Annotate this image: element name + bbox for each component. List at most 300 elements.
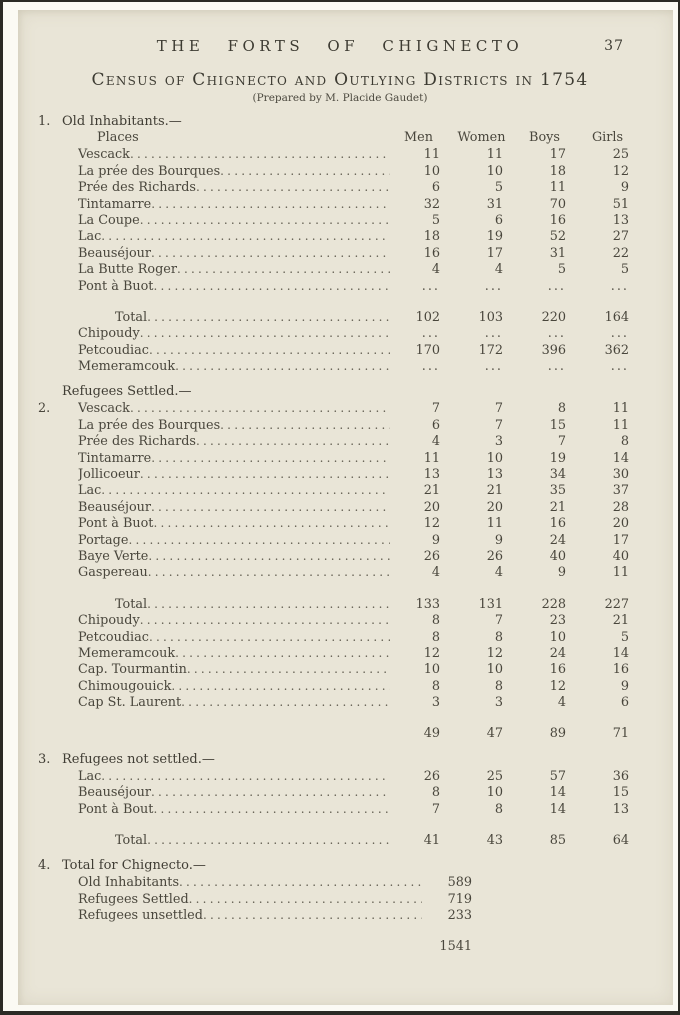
table-row	[38, 784, 642, 800]
place-name: Pont à Buot	[78, 516, 154, 532]
place-name: Memeramcouk	[78, 645, 176, 661]
value-cell: 9	[431, 532, 440, 548]
rule-cell	[390, 293, 453, 309]
place-name: Chimougouick	[78, 678, 172, 694]
place-cell	[78, 146, 390, 163]
rule-cell	[579, 580, 642, 596]
value-cell: 11	[486, 516, 503, 532]
value-cell: 15	[549, 417, 566, 433]
value-cell: 21	[549, 499, 566, 515]
leader-dots	[128, 532, 390, 549]
value-cell: 21	[423, 483, 440, 499]
value-cell: 37	[612, 483, 629, 499]
value-cell: 7	[494, 401, 503, 417]
value-cell: 9	[557, 565, 566, 581]
table-row	[38, 891, 642, 907]
value-cell: 9	[620, 678, 629, 694]
leader-dots	[140, 325, 390, 342]
census-section	[38, 383, 642, 741]
table-row	[38, 163, 642, 179]
leader-dots	[220, 417, 390, 434]
value-cell: 28	[612, 499, 629, 515]
section-heading-label: Refugees Settled.—	[62, 384, 192, 400]
place-name: Vescack	[78, 147, 130, 163]
scan-margin	[3, 2, 678, 1011]
column-header-row	[38, 130, 642, 146]
value-cell: 9	[620, 180, 629, 196]
page-subtitle: (Prepared by M. Placide Gaudet)	[252, 92, 428, 104]
value-cell: 10	[423, 163, 440, 179]
section-number: 1.	[38, 114, 51, 129]
place-name: Pont à Bout	[78, 801, 154, 817]
leader-dots	[151, 784, 390, 801]
place-cell	[78, 612, 390, 629]
section-number: 4.	[38, 858, 51, 874]
place-name: Memeramcouk	[78, 359, 176, 375]
place-cell	[78, 499, 390, 516]
rule-row	[38, 711, 642, 726]
value-cell: ...	[421, 278, 440, 294]
value-cell: 9	[494, 532, 503, 548]
table-row	[38, 196, 642, 212]
place-name: Lac	[78, 768, 102, 784]
table-row	[38, 228, 642, 244]
value-cell: 17	[549, 147, 566, 163]
value-cell: 8	[431, 629, 440, 645]
running-header-title: THE FORTS OF CHIGNECTO	[156, 37, 524, 55]
leader-dots	[196, 179, 390, 196]
value-cell: 5	[557, 262, 566, 278]
place-name: Lac	[78, 483, 102, 499]
value-cell: 8	[431, 785, 440, 801]
value-cell: 24	[549, 645, 566, 661]
value-cell: 3	[431, 695, 440, 711]
value-cell: ...	[484, 278, 503, 294]
section-number: 3.	[38, 751, 51, 767]
leader-dots	[149, 342, 390, 359]
section-heading	[38, 857, 642, 874]
value-cell: 14	[549, 801, 566, 817]
row-number: 2.	[38, 401, 51, 417]
page-content	[18, 10, 673, 955]
column-header: Girls	[591, 130, 624, 145]
value-cell: 43	[486, 833, 503, 849]
rule-cell	[516, 580, 579, 596]
rule-cell	[516, 293, 579, 309]
place-cell	[78, 309, 390, 326]
place-cell	[78, 261, 390, 278]
rule-cell	[516, 710, 579, 726]
value-cell: 8	[557, 401, 566, 417]
rule-cell	[453, 293, 516, 309]
table-row	[38, 482, 642, 498]
rule-cell	[453, 710, 516, 726]
leader-dots	[181, 694, 390, 711]
value-cell: 41	[423, 833, 440, 849]
value-cell: 20	[486, 499, 503, 515]
table-row	[38, 694, 642, 710]
rule-cell	[453, 816, 516, 832]
place-name: Chipoudy	[78, 326, 140, 342]
value-cell: 20	[612, 516, 629, 532]
value-cell: ...	[610, 326, 629, 342]
value-cell: 8	[494, 629, 503, 645]
value-cell: 362	[604, 342, 629, 358]
leader-dots	[101, 768, 390, 785]
leader-dots	[153, 801, 390, 818]
place-name: Petcoudiac	[78, 342, 149, 358]
book-page	[18, 10, 673, 1005]
place-cell	[78, 163, 390, 180]
value-cell: 13	[612, 801, 629, 817]
table-row	[38, 245, 642, 261]
place-name: Tintamarre	[78, 196, 152, 212]
value-cell: ...	[421, 359, 440, 375]
place-cell	[78, 768, 390, 785]
value-cell: 7	[494, 417, 503, 433]
place-cell	[78, 532, 390, 549]
table-row	[38, 629, 642, 645]
value-cell: ...	[610, 278, 629, 294]
table-row	[38, 548, 642, 564]
place-cell	[78, 450, 390, 467]
place-cell	[78, 228, 390, 245]
value-cell: 396	[541, 342, 566, 358]
value-cell: 16	[549, 212, 566, 228]
place-cell	[78, 832, 390, 849]
place-cell	[78, 907, 422, 924]
value-cell: 22	[612, 245, 629, 261]
rule-cell	[579, 293, 642, 309]
leader-dots	[140, 466, 390, 483]
rule-row	[38, 817, 642, 832]
rule-row	[38, 924, 642, 939]
section-heading	[38, 113, 642, 130]
place-name: Total	[115, 833, 148, 849]
leader-dots	[148, 548, 390, 565]
table-row	[38, 466, 642, 482]
value-cell: ...	[547, 326, 566, 342]
value-cell: 228	[541, 596, 566, 612]
value-cell: 16	[549, 662, 566, 678]
leader-dots	[153, 515, 390, 532]
place-cell	[78, 629, 390, 646]
value-cell: 34	[549, 467, 566, 483]
value-cell: 21	[612, 613, 629, 629]
place-name: Lac	[78, 229, 102, 245]
value-cell: 19	[549, 450, 566, 466]
value-cell: 6	[431, 417, 440, 433]
leader-dots	[151, 450, 390, 467]
value-cell: 131	[478, 596, 503, 612]
place-cell	[78, 661, 390, 678]
rule-cell	[390, 710, 453, 726]
value-cell: 15	[612, 785, 629, 801]
section-heading-label: Old Inhabitants.—	[62, 114, 182, 129]
value-cell: 64	[612, 833, 629, 849]
value-cell: 35	[549, 483, 566, 499]
value-cell: 26	[423, 768, 440, 784]
value-cell: 7	[557, 434, 566, 450]
leader-dots	[179, 874, 422, 891]
table-row	[38, 342, 642, 358]
place-cell	[78, 325, 390, 342]
value-cell: 31	[549, 245, 566, 261]
value-cell: 102	[415, 309, 440, 325]
value-cell: ...	[421, 326, 440, 342]
rule-cell	[579, 816, 642, 832]
place-cell	[78, 784, 390, 801]
census-section	[38, 113, 642, 374]
place-name: Beauséjour	[78, 245, 152, 261]
value-cell: 13	[612, 212, 629, 228]
place-cell	[78, 278, 390, 295]
place-name: Prée des Richards	[78, 180, 196, 196]
value-cell: 8	[431, 678, 440, 694]
place-cell	[78, 891, 422, 908]
value-cell: 27	[612, 229, 629, 245]
place-cell	[78, 482, 390, 499]
value-cell: 11	[612, 401, 629, 417]
value-cell: 12	[423, 516, 440, 532]
place-name: Tintamarre	[78, 450, 152, 466]
value-cell: 4	[557, 695, 566, 711]
value-cell: 26	[423, 548, 440, 564]
place-cell	[78, 400, 390, 417]
page-title: Census of Chignecto and Outlying Districts in 1754	[91, 70, 589, 90]
value-cell: 5	[431, 212, 440, 228]
value-cell: 10	[549, 629, 566, 645]
value-cell: 40	[612, 548, 629, 564]
value-cell: 11	[423, 147, 440, 163]
value-cell: 8	[494, 801, 503, 817]
section-heading-label: Total for Chignecto.—	[62, 858, 206, 874]
value-cell: 71	[612, 725, 629, 741]
table-row	[38, 907, 642, 923]
value-cell: 47	[486, 725, 503, 741]
value-cell: 25	[486, 768, 503, 784]
table-row	[38, 417, 642, 433]
rule-cell	[390, 816, 453, 832]
value-cell: 25	[612, 147, 629, 163]
table-row	[38, 499, 642, 515]
leader-dots	[147, 309, 390, 326]
place-name: Pont à Buot	[78, 278, 154, 294]
leader-dots	[130, 146, 390, 163]
table-row	[38, 400, 642, 416]
place-name: La prée des Bourques	[78, 417, 221, 433]
table-row	[38, 645, 642, 661]
leader-dots	[175, 645, 390, 662]
census-section	[38, 751, 642, 849]
value-cell: 7	[431, 401, 440, 417]
place-name: Refugees unsettled	[78, 908, 203, 924]
place-cell	[78, 417, 390, 434]
value-cell: ...	[547, 278, 566, 294]
rule-row	[38, 581, 642, 596]
value-cell: 49	[423, 725, 440, 741]
leader-dots	[220, 163, 390, 180]
place-name: Beauséjour	[78, 785, 152, 801]
rule-cell	[390, 580, 453, 596]
value-cell: 12	[486, 645, 503, 661]
leader-dots	[187, 661, 390, 678]
place-name: Petcoudiac	[78, 629, 149, 645]
place-name: Prée des Richards	[78, 434, 196, 450]
place-name: Total	[115, 596, 148, 612]
value-cell: 5	[620, 629, 629, 645]
places-header-cell	[78, 130, 390, 146]
value-cell: 3	[494, 434, 503, 450]
value-cell: 11	[423, 450, 440, 466]
value-cell: 4	[494, 262, 503, 278]
value-cell: 6	[494, 212, 503, 228]
section-heading	[38, 751, 642, 768]
value-cell: 1541	[439, 938, 472, 954]
rule-cell	[579, 710, 642, 726]
rule-cell	[453, 580, 516, 596]
table-row	[38, 939, 642, 955]
place-name: Beauséjour	[78, 499, 152, 515]
value-cell: 5	[620, 262, 629, 278]
place-cell	[78, 564, 390, 581]
place-name: Gaspereau	[78, 565, 148, 581]
value-cell: 13	[423, 467, 440, 483]
table-row	[38, 358, 642, 374]
value-cell: 14	[549, 785, 566, 801]
value-cell: 4	[431, 434, 440, 450]
leader-dots	[153, 278, 390, 295]
place-cell	[78, 245, 390, 262]
value-cell: 7	[494, 613, 503, 629]
section-heading	[38, 383, 642, 400]
table-row	[38, 532, 642, 548]
place-cell	[78, 196, 390, 213]
leader-dots	[151, 196, 390, 213]
value-cell: ...	[547, 359, 566, 375]
value-cell: 4	[494, 565, 503, 581]
value-cell: 18	[549, 163, 566, 179]
value-cell: 14	[612, 645, 629, 661]
value-cell: 170	[415, 342, 440, 358]
value-cell: 12	[612, 163, 629, 179]
column-header: Women	[457, 130, 506, 145]
place-cell	[78, 433, 390, 450]
table-row	[38, 515, 642, 531]
table-row	[38, 309, 642, 325]
leader-dots	[130, 400, 390, 417]
value-cell: 103	[478, 309, 503, 325]
value-cell: 13	[486, 467, 503, 483]
place-name: La prée des Bourques	[78, 163, 221, 179]
value-cell: 85	[549, 833, 566, 849]
leader-dots	[148, 564, 390, 581]
column-header: Boys	[529, 130, 560, 145]
value-cell: 133	[415, 596, 440, 612]
table-row	[38, 874, 642, 890]
value-cell: 26	[486, 548, 503, 564]
value-cell: 18	[423, 229, 440, 245]
value-cell: 17	[612, 532, 629, 548]
value-cell: 11	[612, 417, 629, 433]
value-cell: 10	[486, 163, 503, 179]
value-cell: 11	[612, 565, 629, 581]
value-cell: 17	[486, 245, 503, 261]
leader-dots	[149, 629, 390, 646]
value-cell: 89	[549, 725, 566, 741]
value-cell: ...	[610, 359, 629, 375]
value-cell: 16	[612, 662, 629, 678]
table-row	[38, 612, 642, 628]
leader-dots	[147, 832, 390, 849]
place-cell	[78, 212, 390, 229]
rule-row	[38, 294, 642, 309]
place-cell	[78, 645, 390, 662]
table-row	[38, 450, 642, 466]
value-cell: 12	[423, 645, 440, 661]
page-number: 37	[604, 38, 624, 54]
place-cell	[78, 179, 390, 196]
value-cell: 16	[549, 516, 566, 532]
table-row	[38, 768, 642, 784]
value-cell: 40	[549, 548, 566, 564]
table-row	[38, 325, 642, 341]
place-name: Chipoudy	[78, 613, 140, 629]
leader-dots	[101, 482, 390, 499]
value-cell: 19	[486, 229, 503, 245]
leader-dots	[151, 499, 390, 516]
value-cell: 32	[423, 196, 440, 212]
rule-cell	[422, 923, 485, 939]
table-row	[38, 726, 642, 742]
place-name: Baye Verte	[78, 548, 149, 564]
value-cell: 8	[494, 678, 503, 694]
table-row	[38, 832, 642, 848]
rule-cell	[516, 816, 579, 832]
value-cell: 10	[423, 662, 440, 678]
census-section	[38, 857, 642, 955]
value-cell: 6	[620, 695, 629, 711]
value-cell: 14	[612, 450, 629, 466]
table-row	[38, 678, 642, 694]
place-name: Portage	[78, 532, 129, 548]
leader-dots	[189, 891, 422, 908]
place-cell	[78, 874, 422, 891]
value-cell: 719	[447, 891, 472, 907]
value-cell: 16	[423, 245, 440, 261]
leader-dots	[175, 358, 390, 375]
value-cell: 30	[612, 467, 629, 483]
value-cell: 57	[549, 768, 566, 784]
running-header	[38, 36, 642, 56]
leader-dots	[203, 907, 422, 924]
value-cell: 8	[431, 613, 440, 629]
places-column-header: Places	[97, 130, 139, 145]
table-row	[38, 661, 642, 677]
leader-dots	[140, 612, 390, 629]
value-cell: 23	[549, 613, 566, 629]
place-name: Vescack	[78, 401, 130, 417]
place-name: Cap. Tourmantin	[78, 662, 187, 678]
table-row	[38, 433, 642, 449]
column-header: Men	[404, 130, 433, 145]
place-cell	[78, 596, 390, 613]
place-cell	[78, 694, 390, 711]
table-row	[38, 278, 642, 294]
value-cell: 4	[431, 565, 440, 581]
leader-dots	[147, 596, 390, 613]
value-cell: 5	[494, 180, 503, 196]
